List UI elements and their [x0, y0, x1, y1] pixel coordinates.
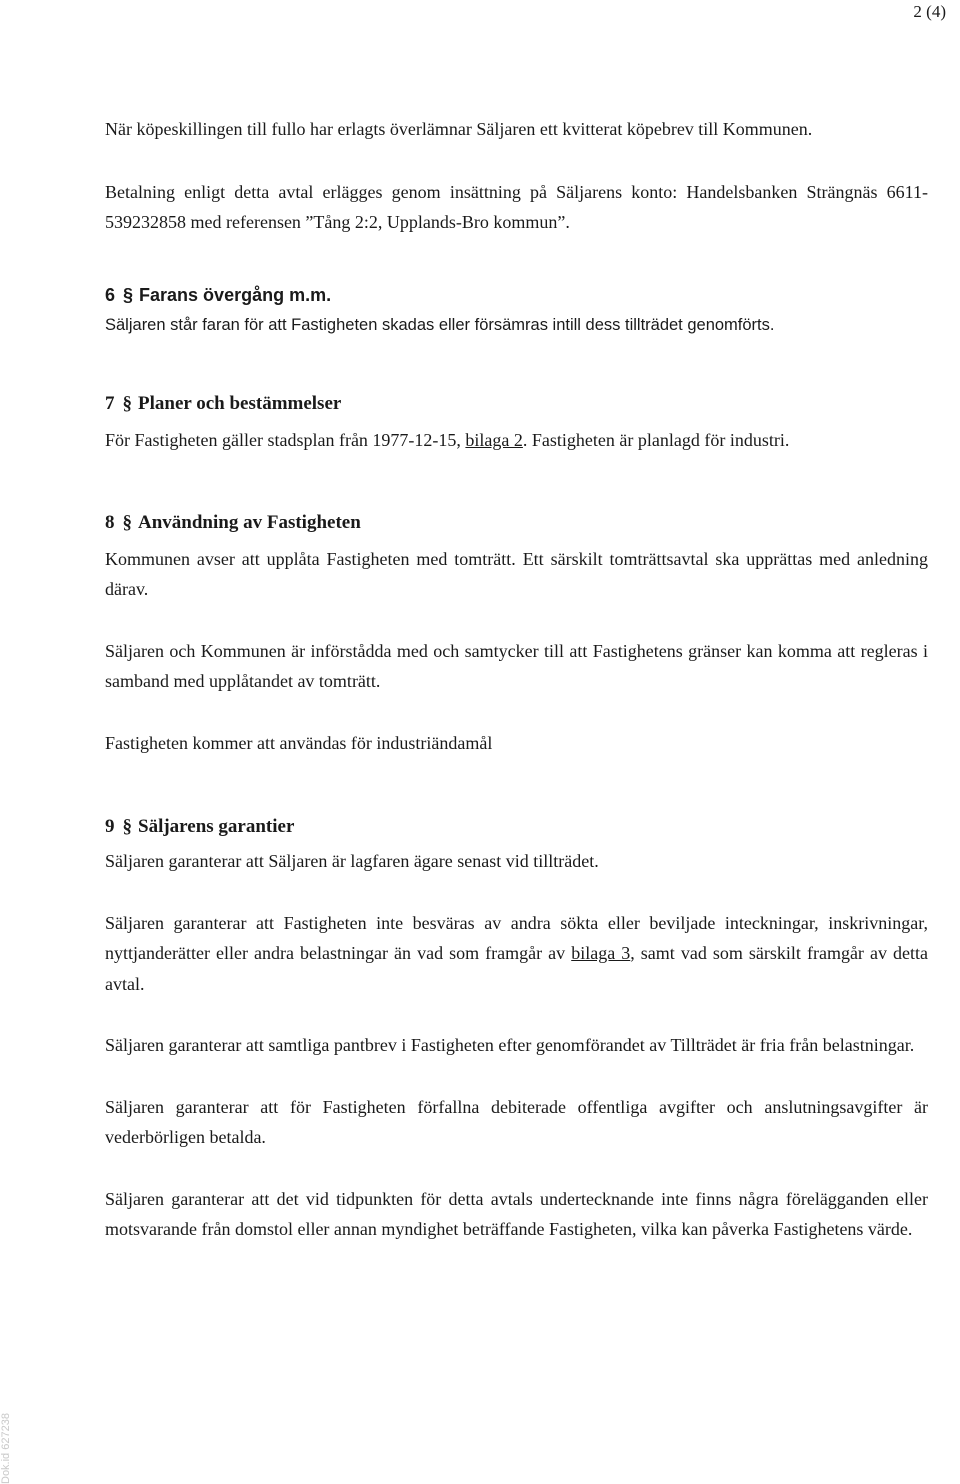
section-9-paragraph-3: Säljaren garanterar att samtliga pantbrev i Fastigheten efter genomförandet av Tillträdet är fria från belastningar.	[105, 1035, 915, 1055]
section-8-paragraph-1: Kommunen avser att upplåta Fastigheten med tomträtt. Ett särskilt tomträttsavtal ska upprättas med anledning därav.	[105, 548, 928, 599]
section-9-heading	[105, 812, 928, 842]
section-8-title: Användning av Fastigheten	[138, 511, 361, 533]
section-9-paragraph-2	[105, 908, 928, 1000]
intro-paragraph-2: Betalning enligt detta avtal erlägges genom insättning på Säljarens konto: Handelsbanken Strängnäs 6611-539232858 med referensen ”Tång 2:2, Upplands-Bro kommun”.	[105, 181, 928, 232]
section-6-paragraph-1: Säljaren står faran för att Fastigheten skadas eller försämras intill dess tillträdet genomförts.	[105, 315, 775, 334]
section-6-number: 6	[105, 284, 116, 305]
intro-paragraph-1: När köpeskillingen till fullo har erlagts överlämnar Säljaren ett kvitterat köpebrev till Kommunen.	[105, 119, 813, 139]
section-7-heading	[105, 389, 928, 419]
bilaga-2-reference: bilaga 2	[465, 430, 523, 450]
document-body	[105, 114, 928, 1245]
section-8-paragraph-3: Fastigheten kommer att användas för industriändamål	[105, 732, 493, 753]
bilaga-3-reference: bilaga 3	[571, 943, 631, 963]
section-symbol: §	[122, 511, 132, 533]
section-8-number: 8	[105, 511, 115, 533]
section-9-paragraph-1: Säljaren garanterar att Säljaren är lagfaren ägare senast vid tillträdet.	[105, 851, 599, 871]
section-symbol: §	[122, 816, 132, 837]
section-7-title: Planer och bestämmelser	[138, 393, 342, 414]
section-symbol: §	[123, 284, 134, 305]
section-9-text-after: , samt vad som särskilt framgår av detta avtal.	[105, 943, 928, 994]
section-7-text-before: För Fastigheten gäller stadsplan från 1977-12-15,	[105, 430, 466, 450]
section-9-text-before: Säljaren garanterar att Fastigheten inte besväras av andra sökta eller beviljade inteckningar, inskrivningar, nyttjanderätter eller andra belastningar än vad som framgår av	[105, 912, 928, 963]
section-7-paragraph-1	[105, 425, 928, 456]
section-symbol: §	[122, 393, 132, 414]
section-9-paragraph-4: Säljaren garanterar att för Fastigheten förfallna debiterade offentliga avgifter och anslutningsavgifter är vederbörligen betalda.	[105, 1096, 928, 1147]
section-6-title: Farans övergång m.m.	[139, 284, 332, 305]
page-number: 2 (4)	[913, 2, 946, 21]
section-7-number: 7	[105, 393, 115, 414]
section-9-title: Säljarens garantier	[138, 816, 295, 837]
section-8-heading	[105, 508, 928, 538]
section-9-number: 9	[105, 816, 115, 837]
section-7-text-after: . Fastigheten är planlagd för industri.	[522, 430, 790, 450]
section-9-paragraph-5: Säljaren garanterar att det vid tidpunkten för detta avtals undertecknande inte finns några förelägganden eller motsvarande från domstol eller annan myndighet beträffande Fastigheten, vilka kan påverka Fastighetens värde.	[105, 1188, 928, 1239]
document-id-watermark: Dok.id 627238	[0, 1413, 12, 1484]
section-6-heading	[105, 280, 928, 310]
section-8-paragraph-2: Säljaren och Kommunen är införstådda med och samtycker till att Fastighetens gränser kan komma att regleras i samband med upplåtandet av tomträtt.	[105, 640, 928, 691]
